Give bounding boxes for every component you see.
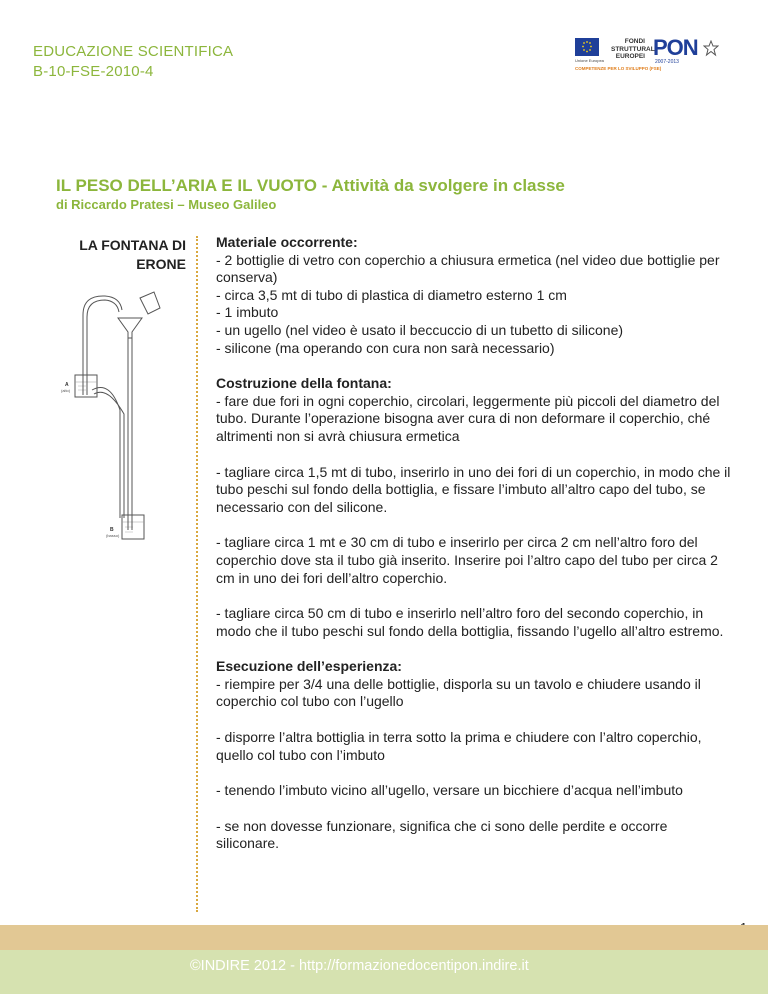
construction-section: [216, 375, 731, 445]
heron-fountain-diagram: [50, 290, 190, 565]
material-item: - 1 imbuto: [216, 304, 279, 321]
page-title: IL PESO DELL’ARIA E IL VUOTO - Attività da svolgere in classe: [56, 176, 565, 195]
section-label: LA FONTANA DI ERONE: [79, 237, 186, 272]
header-line-1: EDUCAZIONE SCIENTIFICA: [33, 43, 234, 60]
materials-section: [216, 234, 731, 357]
diagram-label-a: A: [65, 382, 69, 388]
construction-step: - tagliare circa 50 cm di tubo e inserirlo nell’altro foro del secondo coperchio, in modo che il tubo peschi sul fondo della bottiglia, fissando l’ugello all’altro estremo.: [216, 605, 724, 639]
funnel-shape: [118, 318, 142, 338]
construction-step: - tagliare circa 1 mt e 30 cm di tubo e inserirlo per circa 2 cm nell’altro foro del coperchio dove sta il tubo già inserito. Inserire poi l’altro capo del tubo per circa 2 cm in uno dei fori dell’altro coperchio.: [216, 534, 718, 586]
execution-section: [216, 658, 731, 711]
material-item: - silicone (ma operando con cura non sarà necessario): [216, 339, 555, 356]
execution-step: - disporre l’altra bottiglia in terra sotto la prima e chiudere con l’altro coperchio, quello col tubo con l’imbuto: [216, 729, 702, 763]
dotted-divider: [196, 236, 198, 912]
header-line-2: B-10-FSE-2010-4: [33, 63, 154, 80]
diagram-label-b-sub: (basso): [106, 533, 120, 538]
pon-logos: [575, 35, 720, 88]
material-item: - un ugello (nel video è usato il beccuccio di un tubetto di silicone): [216, 321, 624, 338]
footer-accent-bar: [0, 925, 768, 950]
execution-step: - se non dovesse funzionare, significa che ci sono delle perdite e occorre siliconare.: [216, 817, 668, 852]
construction-step: - fare due fori in ogni coperchio, circolari, leggermente più piccoli del diametro del tubo. Durante l’operazione bisogna aver cura di non deformare il coperchio, ché altrimenti non si avrà chiusura ermetica: [216, 392, 720, 444]
footer-link[interactable]: ©INDIRE 2012 - http://formazionedocentipon.indire.it: [190, 958, 529, 974]
construction-step: - tagliare circa 1,5 mt di tubo, inserirlo in uno dei fori di un coperchio, in modo che il tubo peschi sul fondo della bottiglia, e fissare l’imbuto all’altro capo del tubo, se necessario con del silicone.: [216, 463, 731, 515]
materials-heading: Materiale occorrente:: [216, 234, 358, 250]
material-item: - 2 bottiglie di vetro con coperchio a chiusura ermetica (nel video due bottiglie per conserva): [216, 251, 720, 286]
eu-caption: Unione Europea: [575, 58, 604, 63]
execution-step: - riempire per 3/4 una delle bottiglie, disporla su un tavolo e chiudere usando il coperchio col tubo con l’ugello: [216, 675, 701, 710]
header-project-info: [33, 42, 233, 82]
execution-heading: Esecuzione dell’esperienza:: [216, 658, 402, 675]
instructions-content: [216, 234, 731, 871]
page-subtitle: di Riccardo Pratesi – Museo Galileo: [56, 197, 277, 212]
cup-shape: [140, 292, 160, 314]
diagram-label-a-sub: (alto): [61, 388, 71, 393]
eu-flag-icon: [575, 38, 599, 56]
pon-logo: PON: [653, 35, 698, 60]
fondi-strutturali-logo: FONDI STRUTTURALI EUROPEI: [611, 38, 657, 60]
construction-heading: Costruzione della fontana:: [216, 375, 392, 392]
pon-years: 2007-2013: [655, 59, 679, 65]
italian-emblem-icon: [703, 40, 719, 58]
logo-tagline: COMPETENZE PER LO SVILUPPO (FSE): [575, 66, 662, 71]
execution-step: - tenendo l’imbuto vicino all’ugello, versare un bicchiere d’acqua nell’imbuto: [216, 782, 683, 799]
material-item: - circa 3,5 mt di tubo di plastica di diametro esterno 1 cm: [216, 286, 567, 303]
diagram-label-b: B: [110, 527, 114, 533]
